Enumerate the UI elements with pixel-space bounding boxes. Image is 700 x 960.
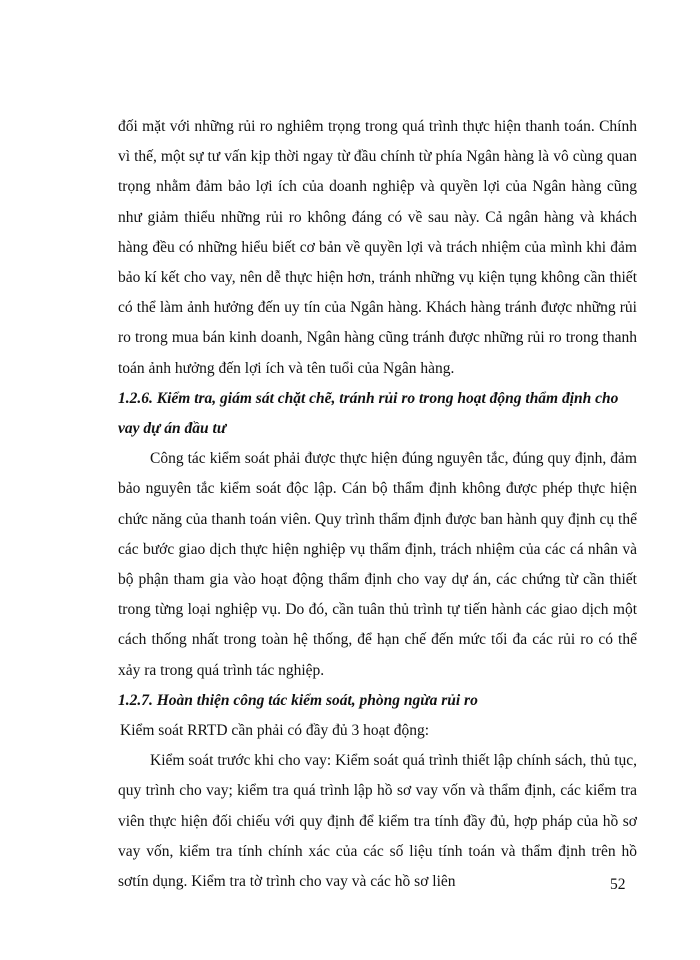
page-body <box>118 112 637 897</box>
body-paragraph: Kiểm soát trước khi cho vay: Kiểm soát quá trình thiết lập chính sách, thủ tục, quy trình cho vay; kiểm tra quá trình lập hồ sơ vay vốn và thẩm định, các kiểm tra viên thực hiện đối chiếu với quy định để kiểm tra tính đầy đủ, hợp pháp của hồ sơ vay vốn, kiểm tra tính chính xác của các số liệu tính toán và thẩm định trên hồ sơtín dụng. Kiểm tra tờ trình cho vay và các hồ sơ liên <box>118 752 637 891</box>
page-number: 52 <box>610 876 626 893</box>
section-heading-1-2-7: 1.2.7. Hoàn thiện công tác kiểm soát, phòng ngừa rủi ro <box>118 691 478 709</box>
section-heading-1-2-6: 1.2.6. Kiểm tra, giám sát chặt chẽ, tránh rủi ro trong hoạt động thẩm định cho vay dự án đầu tư <box>118 389 619 438</box>
body-paragraph: đối mặt với những rủi ro nghiêm trọng trong quá trình thực hiện thanh toán. Chính vì thế, một sự tư vấn kịp thời ngay từ đầu chính từ phía Ngân hàng là vô cùng quan trọng nhằm đảm bảo lợi ích của doanh nghiệp và quyền lợi của Ngân hàng cũng như giảm thiểu những rủi ro không đáng có về sau này. Cả ngân hàng và khách hàng đều có những hiểu biết cơ bản về quyền lợi và trách nhiệm của mình khi đảm bảo kí kết cho vay, nên dễ thực hiện hơn, tránh những vụ kiện tụng không cần thiết có thể làm ảnh hưởng đến uy tín của Ngân hàng. Khách hàng tránh được những rủi ro trong mua bán kinh doanh, Ngân hàng cũng tránh được những rủi ro trong thanh toán ảnh hưởng đến lợi ích và tên tuổi của Ngân hàng. <box>118 118 637 377</box>
body-paragraph: Công tác kiểm soát phải được thực hiện đúng nguyên tắc, đúng quy định, đảm bảo nguyên tắc kiểm soát độc lập. Cán bộ thẩm định không được phép thực hiện chức năng của thanh toán viên. Quy trình thẩm định được ban hành quy định cụ thể các bước giao dịch thực hiện nghiệp vụ thẩm định, trách nhiệm của các cá nhân và bộ phận tham gia vào hoạt động thẩm định cho vay dự án, các chứng từ cần thiết trong từng loại nghiệp vụ. Do đó, cần tuân thủ trình tự tiến hành các giao dịch một cách thống nhất trong toàn hệ thống, để hạn chế đến mức tối đa các rủi ro có thể xảy ra trong quá trình tác nghiệp. <box>118 450 637 679</box>
body-paragraph: Kiểm soát RRTD cần phải có đầy đủ 3 hoạt động: <box>120 722 430 740</box>
